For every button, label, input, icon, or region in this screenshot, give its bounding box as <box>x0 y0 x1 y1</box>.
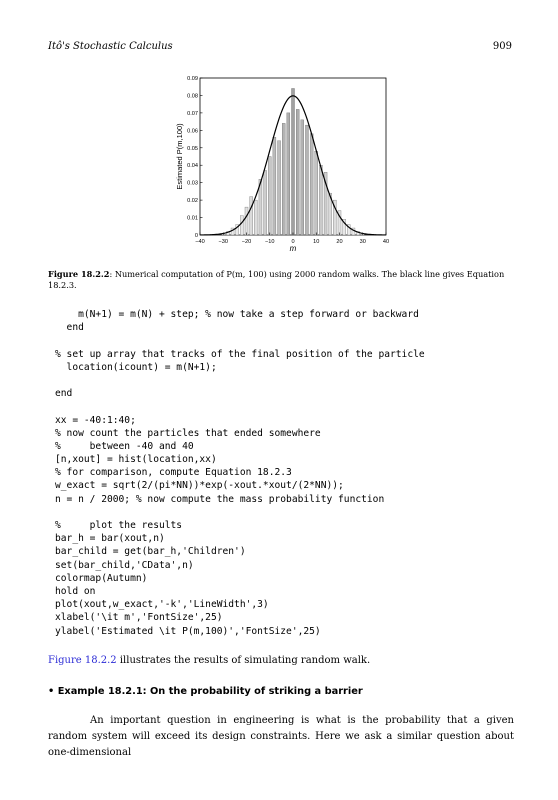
histogram-bar <box>296 109 299 235</box>
body-paragraph: An important question in engineering is what is the probability that a given random system will exceed its design constraints. Here we ask a similar question about one-dimensional <box>48 715 514 758</box>
code-line: n = n / 2000; % now compute the mass probability function <box>55 493 385 505</box>
x-tick-label: −20 <box>241 239 252 245</box>
caption-label: Figure 18.2.2 <box>48 269 110 279</box>
histogram-bar <box>268 157 271 236</box>
code-line: [n,xout] = hist(location,xx) <box>55 454 217 466</box>
page-number: 909 <box>492 41 512 52</box>
histogram-bar <box>254 200 257 235</box>
code-line: location(icount) = m(N+1); <box>55 361 217 373</box>
caption-text: : Numerical computation of P(m, 100) using 2000 random walks. The black line gives Equation 18.2.3. <box>48 269 505 290</box>
code-line: set(bar_child,'CData',n) <box>55 559 194 571</box>
code-line: xlabel('\it m','FontSize',25) <box>55 612 223 624</box>
code-line <box>55 334 425 347</box>
y-tick-label: 0.04 <box>187 163 198 170</box>
histogram-bar <box>315 151 318 235</box>
histogram-bar <box>278 141 281 235</box>
code-line: % set up array that tracks of the final position of the particle <box>55 348 425 360</box>
histogram-bar <box>245 207 248 235</box>
x-tick-label: 20 <box>336 239 343 245</box>
y-tick-label: 0 <box>194 233 198 239</box>
y-axis-label: Estimated P(m,100) <box>175 123 184 190</box>
histogram-bar <box>282 123 285 235</box>
x-tick-label: 10 <box>313 239 320 245</box>
code-line: xx = -40:1:40; <box>55 414 136 426</box>
histogram-bar <box>305 125 308 235</box>
example-heading <box>48 686 363 697</box>
code-line: end <box>55 388 73 400</box>
sentence-text: illustrates the results of simulating random walk. <box>116 655 371 666</box>
x-tick-label: 30 <box>359 239 366 245</box>
code-line <box>55 400 425 413</box>
code-line: w_exact = sqrt(2/(pi*NN))*exp(-xout.*xout/(2*NN)); <box>55 480 344 492</box>
code-line: % plot the results <box>55 520 183 531</box>
histogram-bar <box>310 134 313 235</box>
histogram-bar <box>264 170 267 235</box>
example-title: Example 18.2.1: On the probability of striking a barrier <box>57 686 363 697</box>
code-line: hold on <box>55 585 96 597</box>
y-tick-label: 0.06 <box>187 128 198 135</box>
code-line: bar_h = bar(xout,n) <box>55 533 165 545</box>
y-tick-label: 0.09 <box>187 76 198 82</box>
x-tick-label: −30 <box>218 239 228 245</box>
x-tick-label: 0 <box>291 239 295 245</box>
figure-chart <box>170 70 410 260</box>
histogram-bar <box>240 216 243 235</box>
bullet-icon: • <box>48 686 55 697</box>
code-line: colormap(Autumn) <box>55 572 148 584</box>
histogram-bar <box>291 88 294 235</box>
x-tick-label: −10 <box>265 239 275 245</box>
code-line: bar_child = get(bar_h,'Children') <box>55 546 246 558</box>
code-line <box>55 506 425 519</box>
histogram-bar <box>287 113 290 235</box>
code-line: end <box>55 322 84 334</box>
histogram-bar <box>273 137 276 235</box>
matlab-code-block <box>55 308 425 638</box>
code-line: % between -40 and 40 <box>55 440 194 452</box>
histogram-bar <box>250 197 253 235</box>
x-tick-label: 40 <box>382 239 390 245</box>
histogram-bar <box>301 120 304 235</box>
histogram-bar <box>319 165 322 235</box>
y-tick-label: 0.03 <box>187 180 198 187</box>
x-tick-label: −40 <box>195 239 205 245</box>
code-line: % for comparison, compute Equation 18.2.3 <box>55 467 292 479</box>
x-axis-label: m <box>289 244 297 253</box>
code-line: m(N+1) = m(N) + step; % now take a step forward or backward <box>55 309 419 320</box>
running-title: Itô's Stochastic Calculus <box>48 41 173 52</box>
code-line: % now count the particles that ended somewhere <box>55 427 321 439</box>
figure-link[interactable]: Figure 18.2.2 <box>48 655 117 666</box>
code-line: plot(xout,w_exact,'-k','LineWidth',3) <box>55 599 269 611</box>
y-tick-label: 0.05 <box>187 145 198 152</box>
y-tick-label: 0.02 <box>187 198 198 205</box>
y-tick-label: 0.08 <box>187 93 198 100</box>
y-tick-label: 0.07 <box>187 110 198 117</box>
y-tick-label: 0.01 <box>187 215 198 222</box>
code-line: ylabel('Estimated \it P(m,100)','FontSize',25) <box>55 625 321 637</box>
figure-reference-sentence <box>48 654 513 668</box>
code-line <box>55 374 425 387</box>
figure-caption <box>48 269 518 291</box>
